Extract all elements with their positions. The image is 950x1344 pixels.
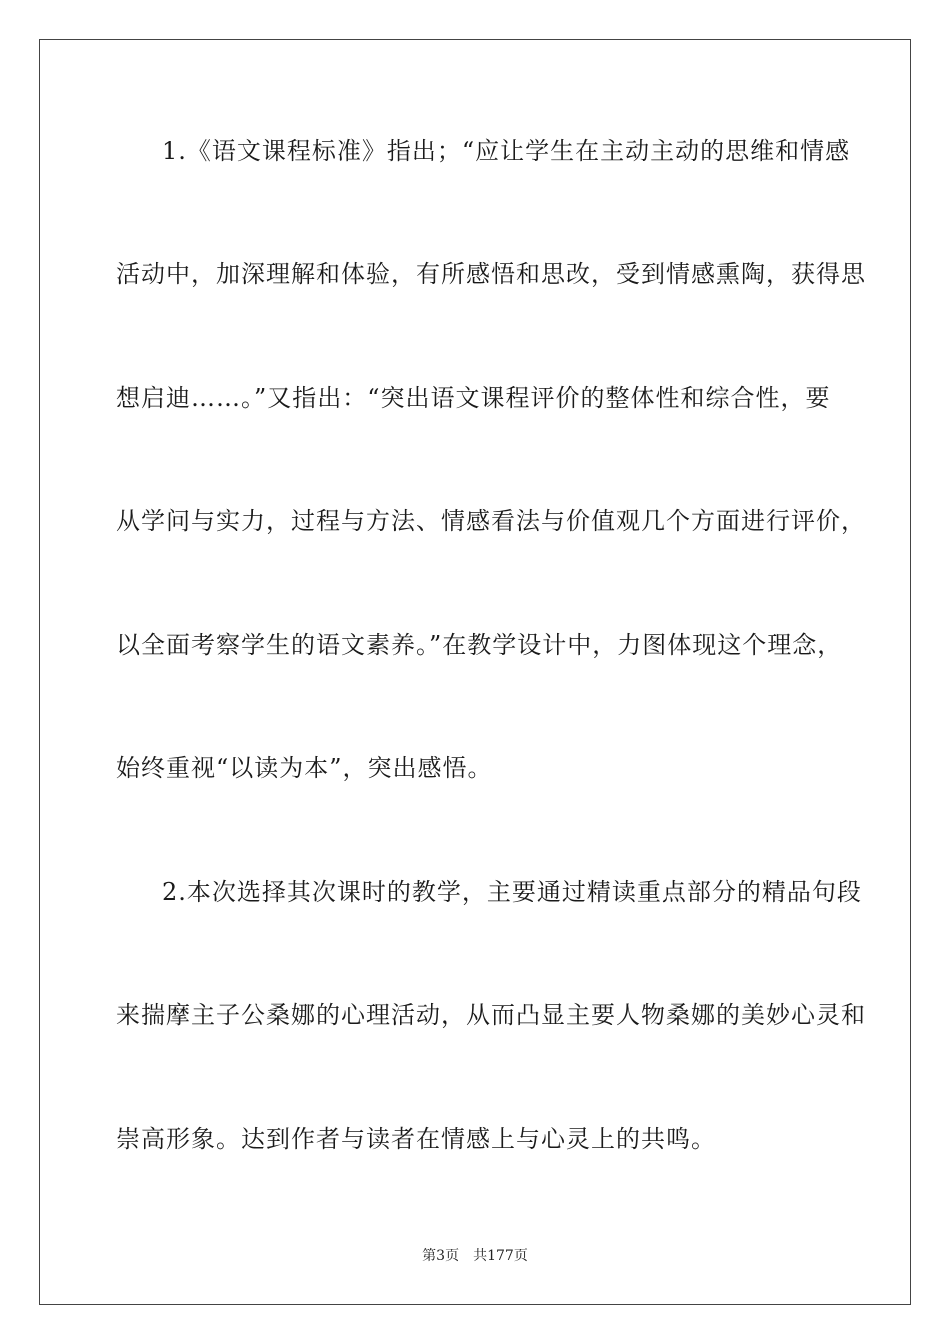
paragraph-1-line-1: 1.《语文课程标准》指出；“应让学生在主动主动的思维和情感 [162, 137, 851, 165]
paragraph-1-line-3: 想启迪……。”又指出：“突出语文课程评价的整体性和综合性，要 [116, 384, 831, 412]
page-total: 共177页 [473, 1248, 528, 1264]
paragraph-1-line-5: 以全面考察学生的语文素养。”在教学设计中，力图体现这个理念， [116, 631, 843, 659]
paragraph-1-line-2: 活动中，加深理解和体验，有所感悟和思改，受到情感熏陶，获得思 [116, 260, 866, 288]
paragraph-2-line-3: 崇高形象。达到作者与读者在情感上与心灵上的共鸣。 [116, 1125, 716, 1153]
paragraph-1-line-4: 从学问与实力，过程与方法、情感看法与价值观几个方面进行评价， [116, 507, 866, 535]
page-border [39, 39, 911, 1305]
paragraph-2-line-1: 2.本次选择其次课时的教学，主要通过精读重点部分的精品句段 [162, 878, 862, 906]
paragraph-2-line-2: 来揣摩主子公桑娜的心理活动，从而凸显主要人物桑娜的美妙心灵和 [116, 1001, 866, 1029]
page-footer [0, 1246, 950, 1266]
paragraph-1-line-6: 始终重视“以读为本”，突出感悟。 [116, 754, 493, 782]
page-number: 第3页 [422, 1248, 460, 1264]
